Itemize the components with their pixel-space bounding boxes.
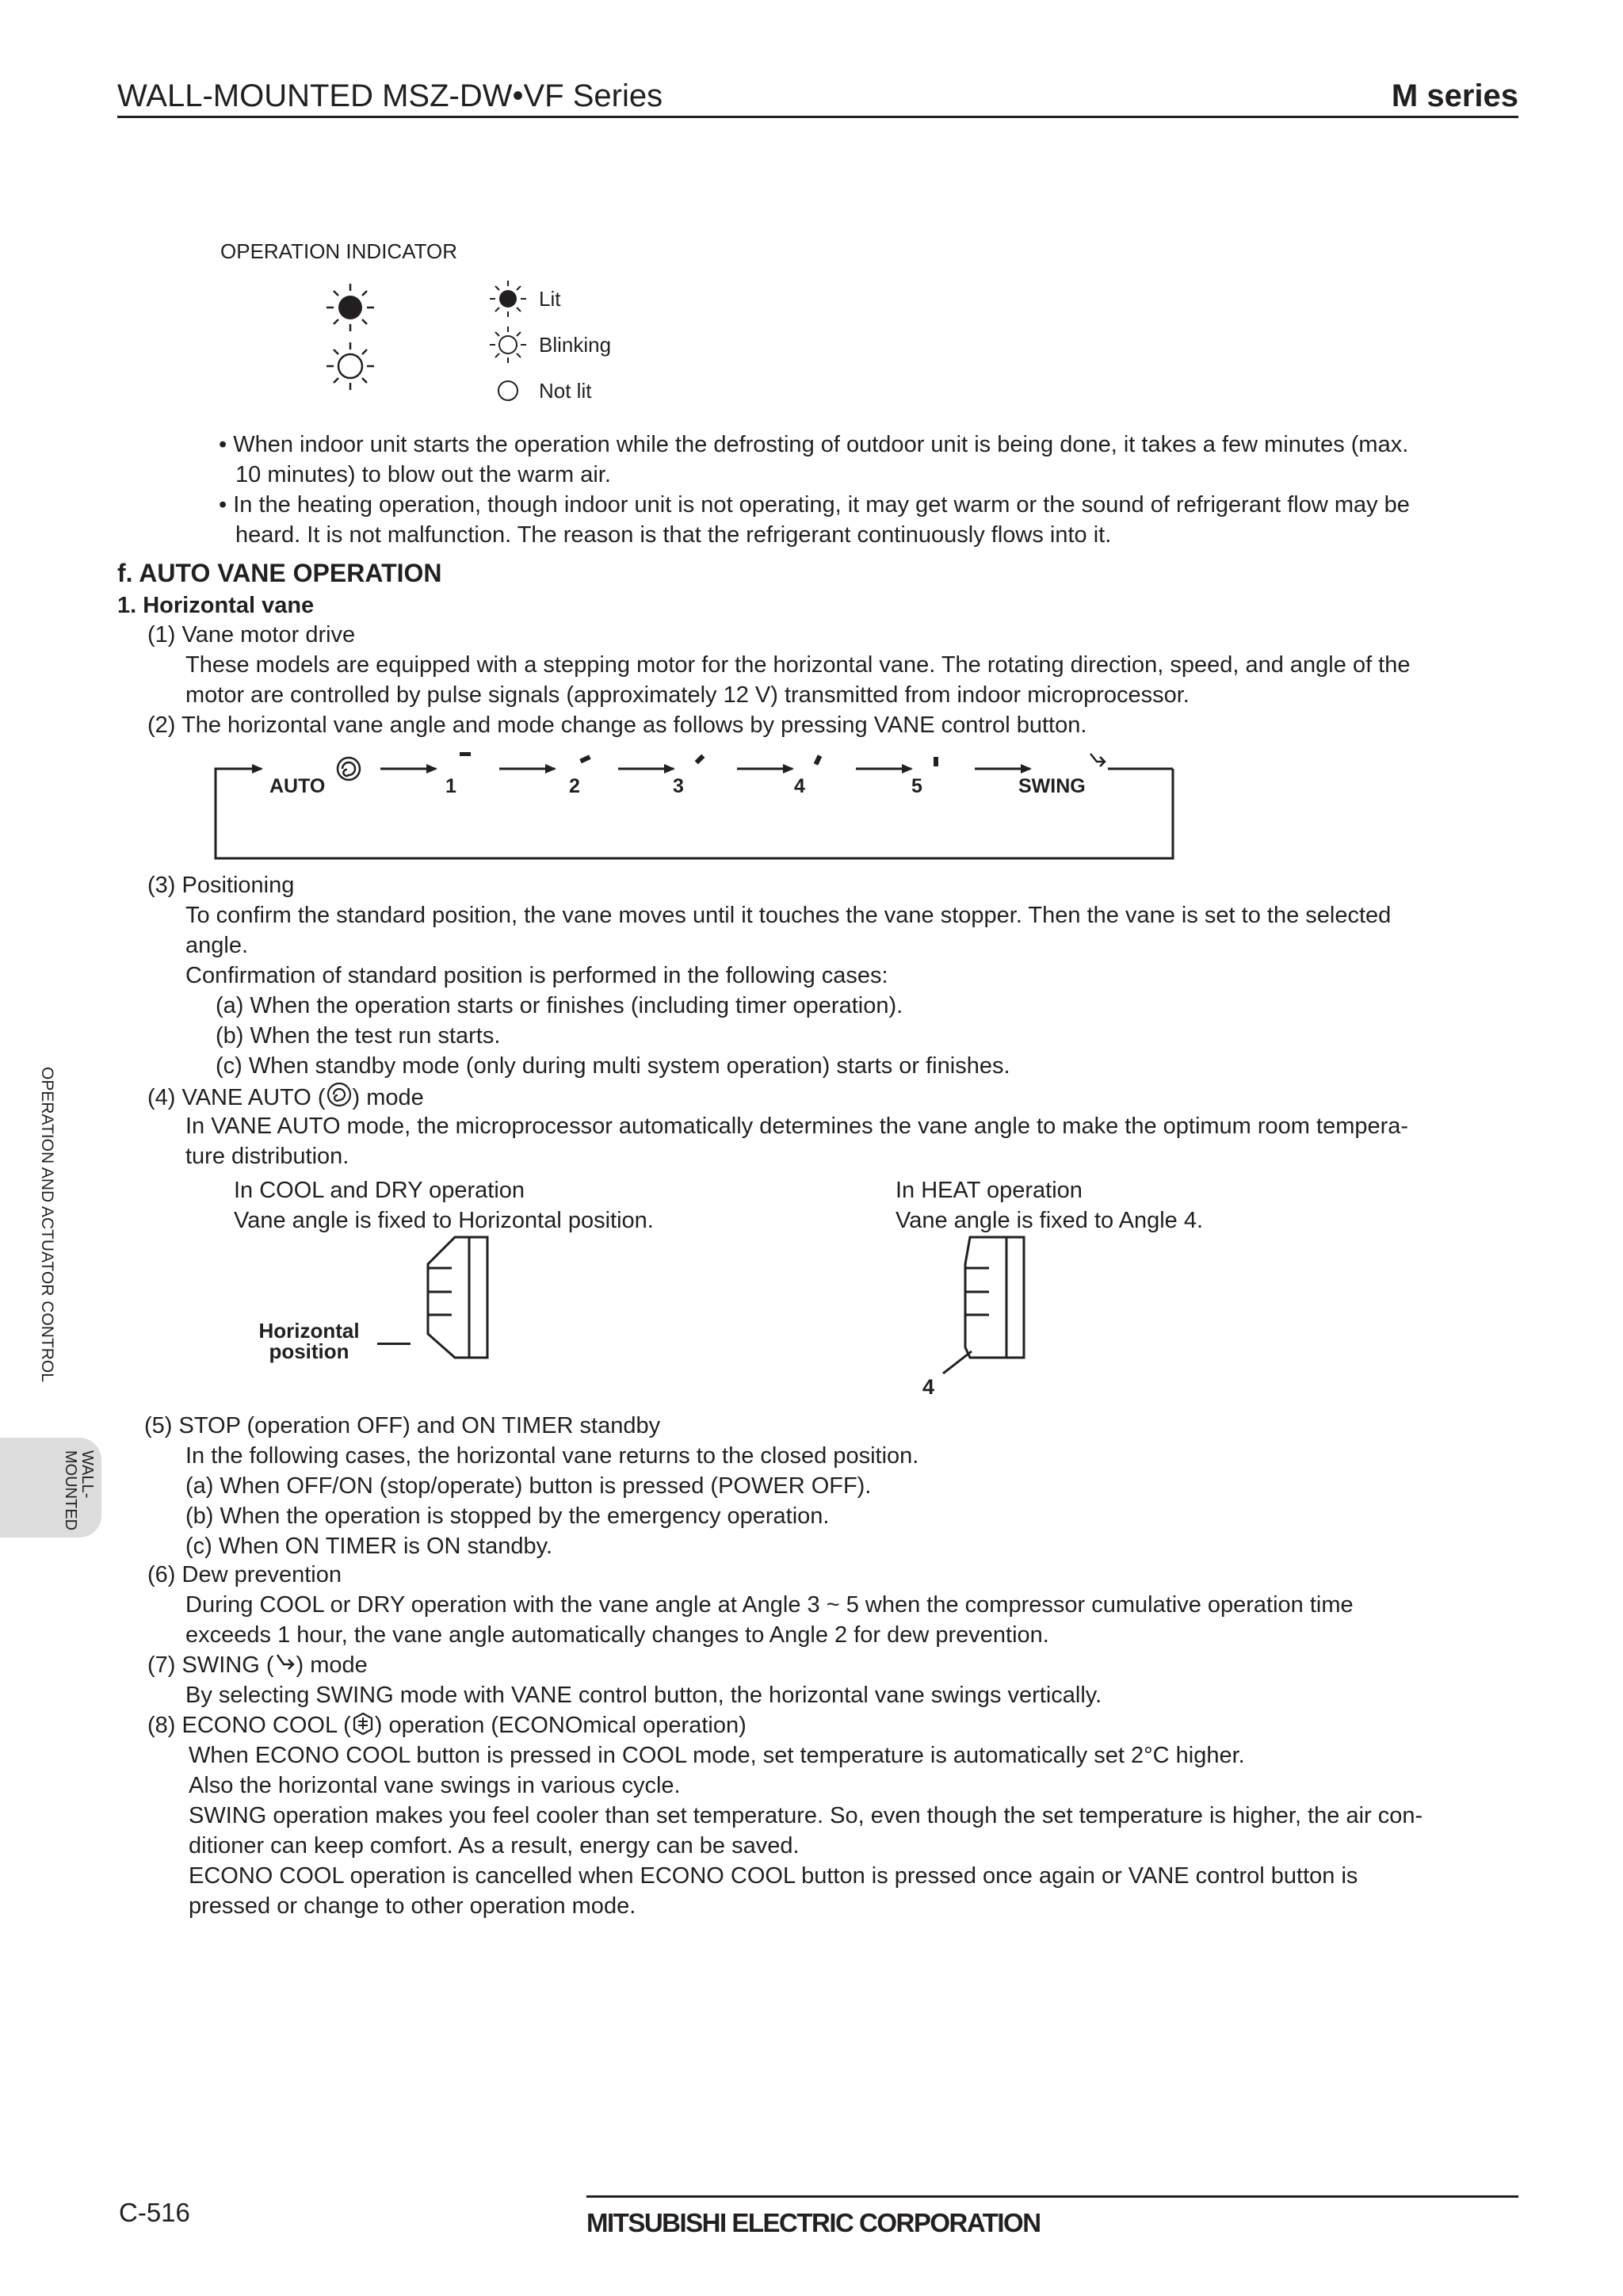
vane-auto-icon — [338, 758, 360, 780]
item4-heading: (4) VANE AUTO ( ) mode — [147, 1081, 424, 1113]
cool-title: In COOL and DRY operation — [234, 1178, 525, 1203]
cycle-label-auto: AUTO — [269, 775, 326, 797]
vane-angle-1-icon — [460, 752, 471, 756]
vane-angle-5-icon — [934, 757, 938, 766]
legend-label-not-lit: Not lit — [539, 379, 592, 403]
footer-page-number: C-516 — [119, 2198, 190, 2227]
item8-line-3: SWING operation makes you feel cooler than set temperature. So, even though the set temperature is higher, the air con- — [189, 1803, 1423, 1828]
item5-line-3: (b) When the operation is stopped by the emergency operation. — [185, 1503, 830, 1529]
item7-line: By selecting SWING mode with VANE control button, the horizontal vane swings vertically. — [185, 1683, 1102, 1708]
item1-heading: (1) Vane motor drive — [147, 622, 356, 648]
item8-line-5: ECONO COOL operation is cancelled when ECONO COOL button is pressed once again or VANE control button is — [189, 1863, 1358, 1889]
header-title: WALL-MOUNTED MSZ-DW•VF Series — [117, 78, 663, 113]
cool-label: Horizontal position — [258, 1319, 360, 1363]
legend-label-blinking: Blinking — [539, 333, 612, 357]
heat-label: 4 — [922, 1375, 935, 1399]
header-rule — [117, 116, 1518, 118]
item7-heading: (7) SWING ( ) mode — [147, 1652, 368, 1678]
item2-heading: (2) The horizontal vane angle and mode change as follows by pressing VANE control button. — [147, 712, 1087, 738]
item6-line-2: exceeds 1 hour, the vane angle automatically changes to Angle 2 for dew prevention. — [185, 1622, 1049, 1648]
side-tab — [0, 1438, 101, 1538]
swing-inline-icon — [274, 1652, 296, 1675]
vane-angle-icons — [460, 752, 938, 766]
lit-lamp-icon — [488, 279, 528, 319]
item5-line-4: (c) When ON TIMER is ON standby. — [185, 1534, 553, 1559]
big-lit-lamp-icon — [325, 282, 376, 333]
cycle-label-4: 4 — [794, 775, 805, 797]
note-1-line-1: • When indoor unit starts the operation while the defrosting of outdoor unit is being done, it takes a few minutes (max. — [219, 432, 1409, 457]
item3-case-b: (b) When the test run starts. — [216, 1023, 501, 1049]
footer-company: MITSUBISHI ELECTRIC CORPORATION — [586, 2208, 1041, 2237]
header-series: M series — [1391, 78, 1518, 113]
item3-heading: (3) Positioning — [147, 873, 295, 898]
cycle-label-swing: SWING — [1018, 775, 1086, 797]
heat-title: In HEAT operation — [896, 1178, 1083, 1203]
item6-line-1: During COOL or DRY operation with the vane angle at Angle 3 ~ 5 when the compressor cumulative operation time — [185, 1592, 1354, 1618]
off-lamp-icon — [488, 371, 528, 411]
heat-unit-diagram — [935, 1232, 1030, 1399]
item8-line-4: ditioner can keep comfort. As a result, energy can be saved. — [189, 1833, 800, 1859]
side-tab-label: WALL- MOUNTED — [62, 1450, 96, 1531]
cycle-label-3: 3 — [673, 775, 684, 797]
item3-line-2: angle. — [185, 933, 249, 958]
side-vertical-label: OPERATION AND ACTUATOR CONTROL — [38, 1067, 56, 1382]
cycle-label-1: 1 — [445, 775, 456, 797]
item3-line-1: To confirm the standard position, the vane moves until it touches the vane stopper. Then the vane is set to the selected — [185, 903, 1392, 928]
heat-desc: Vane angle is fixed to Angle 4. — [896, 1208, 1204, 1233]
indicator-heading: OPERATION INDICATOR — [220, 239, 458, 263]
vane-cycle-diagram — [206, 749, 1197, 868]
item5-heading: (5) STOP (operation OFF) and ON TIMER standby — [144, 1413, 661, 1438]
note-1-line-2: 10 minutes) to blow out the warm air. — [235, 462, 611, 487]
item6-heading: (6) Dew prevention — [147, 1562, 342, 1587]
item8-line-6: pressed or change to other operation mode. — [189, 1893, 636, 1919]
item1-line-2: motor are controlled by pulse signals (approximately 12 V) transmitted from indoor microprocessor. — [185, 682, 1190, 708]
page-header — [117, 76, 1518, 120]
cycle-label-2: 2 — [569, 775, 580, 797]
vane-angle-4-icon — [814, 755, 823, 765]
section-title: f. AUTO VANE OPERATION — [117, 559, 442, 587]
item4-line-2: ture distribution. — [185, 1144, 349, 1169]
legend-label-lit: Lit — [539, 287, 561, 311]
section-subtitle: 1. Horizontal vane — [117, 593, 315, 618]
item3-case-c: (c) When standby mode (only during multi system operation) starts or finishes. — [216, 1053, 1010, 1079]
item3-case-a: (a) When the operation starts or finishes (including timer operation). — [216, 993, 903, 1018]
item3-line-3: Confirmation of standard position is performed in the following cases: — [185, 963, 888, 988]
cool-label-leader — [377, 1343, 411, 1345]
cool-desc: Vane angle is fixed to Horizontal position. — [234, 1208, 654, 1233]
heat-label-leader — [943, 1351, 972, 1373]
item8-heading: (8) ECONO COOL ( ) operation (ECONOmical operation) — [147, 1713, 747, 1738]
big-blinking-lamp-icon — [325, 341, 376, 392]
cool-unit-diagram — [420, 1232, 491, 1359]
footer-rule — [586, 2195, 1518, 2198]
vane-auto-inline-icon — [326, 1081, 353, 1105]
note-2-line-2: heard. It is not malfunction. The reason is that the refrigerant continuously flows into it. — [235, 522, 1112, 548]
blinking-lamp-icon — [488, 325, 528, 365]
vane-angle-3-icon — [695, 755, 705, 765]
item5-line-2: (a) When OFF/ON (stop/operate) button is pressed (POWER OFF). — [185, 1473, 872, 1499]
vane-swing-icon — [1090, 754, 1105, 766]
item8-line-1: When ECONO COOL button is pressed in COOL mode, set temperature is automatically set 2°C higher. — [189, 1743, 1245, 1768]
cycle-label-5: 5 — [911, 775, 922, 797]
item1-line-1: These models are equipped with a stepping motor for the horizontal vane. The rotating direction, speed, and angle of the — [185, 652, 1411, 678]
item5-line-1: In the following cases, the horizontal vane returns to the closed position. — [185, 1443, 919, 1469]
item8-line-2: Also the horizontal vane swings in various cycle. — [189, 1773, 681, 1798]
econo-cool-inline-icon — [351, 1712, 375, 1736]
vane-angle-2-icon — [579, 755, 590, 763]
note-2-line-1: • In the heating operation, though indoor unit is not operating, it may get warm or the sound of refrigerant flow may be — [219, 492, 1410, 518]
item4-line-1: In VANE AUTO mode, the microprocessor automatically determines the vane angle to make the optimum room tempera- — [185, 1114, 1409, 1139]
